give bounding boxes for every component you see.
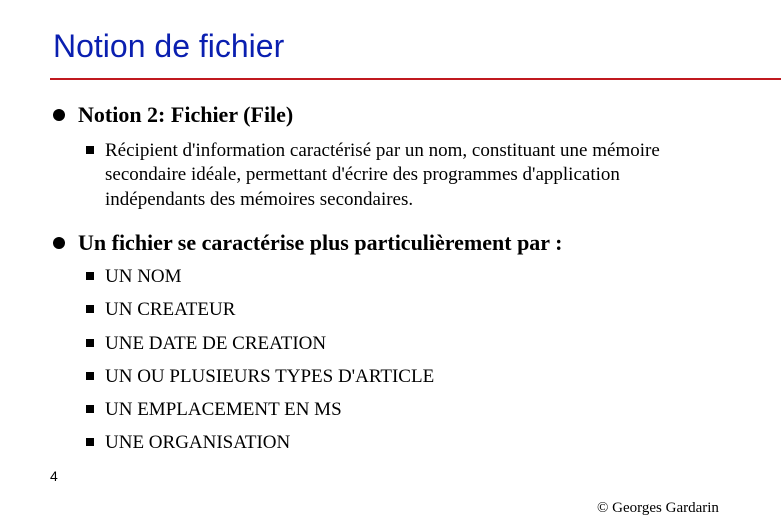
- page-number: 4: [50, 468, 58, 484]
- sub-bullet-2-5-text: UN EMPLACEMENT EN MS: [105, 399, 342, 420]
- sub-bullet-2-5: [86, 398, 342, 422]
- sub-bullet-2-4: [86, 365, 434, 389]
- sub-bullet-2-2: [86, 298, 235, 322]
- bullet-dot-icon: [53, 237, 65, 249]
- bullet-item-1: [53, 104, 293, 126]
- square-bullet-icon: [86, 405, 94, 413]
- square-bullet-icon: [86, 372, 94, 380]
- bullet-dot-icon: [53, 109, 65, 121]
- title-underline: [50, 78, 781, 80]
- copyright-icon: ©: [597, 500, 609, 516]
- sub-bullet-2-1-text: UN NOM: [105, 266, 182, 287]
- sub-bullet-2-4-text: UN OU PLUSIEURS TYPES D'ARTICLE: [105, 366, 435, 387]
- bullet-item-2: [53, 232, 563, 254]
- square-bullet-icon: [86, 146, 94, 154]
- sub-bullet-2-3: [86, 332, 326, 356]
- square-bullet-icon: [86, 438, 94, 446]
- sub-bullet-1-1-text: Récipient d'information caractérisé par un nom, constituant une mémoire secondaire idéale, permettant d'écrire des programmes d'application indépendants des mémoires secondaires.: [105, 140, 660, 210]
- sub-bullet-2-1: [86, 265, 182, 289]
- sub-bullet-2-2-text: UN CREATEUR: [105, 299, 236, 320]
- bullet-item-2-text: Un fichier se caractérise plus particulièrement par :: [78, 230, 563, 255]
- square-bullet-icon: [86, 272, 94, 280]
- sub-bullet-2-6: [86, 431, 290, 455]
- copyright-author: Georges Gardarin: [612, 500, 719, 516]
- square-bullet-icon: [86, 339, 94, 347]
- sub-bullet-2-6-text: UNE ORGANISATION: [105, 432, 291, 453]
- sub-bullet-2-3-text: UNE DATE DE CREATION: [105, 333, 327, 354]
- square-bullet-icon: [86, 305, 94, 313]
- sub-bullet-1-1: [86, 139, 705, 212]
- copyright-footer: [597, 501, 719, 516]
- bullet-item-1-text: Notion 2: Fichier (File): [78, 102, 294, 127]
- slide-title: Notion de fichier: [53, 28, 285, 64]
